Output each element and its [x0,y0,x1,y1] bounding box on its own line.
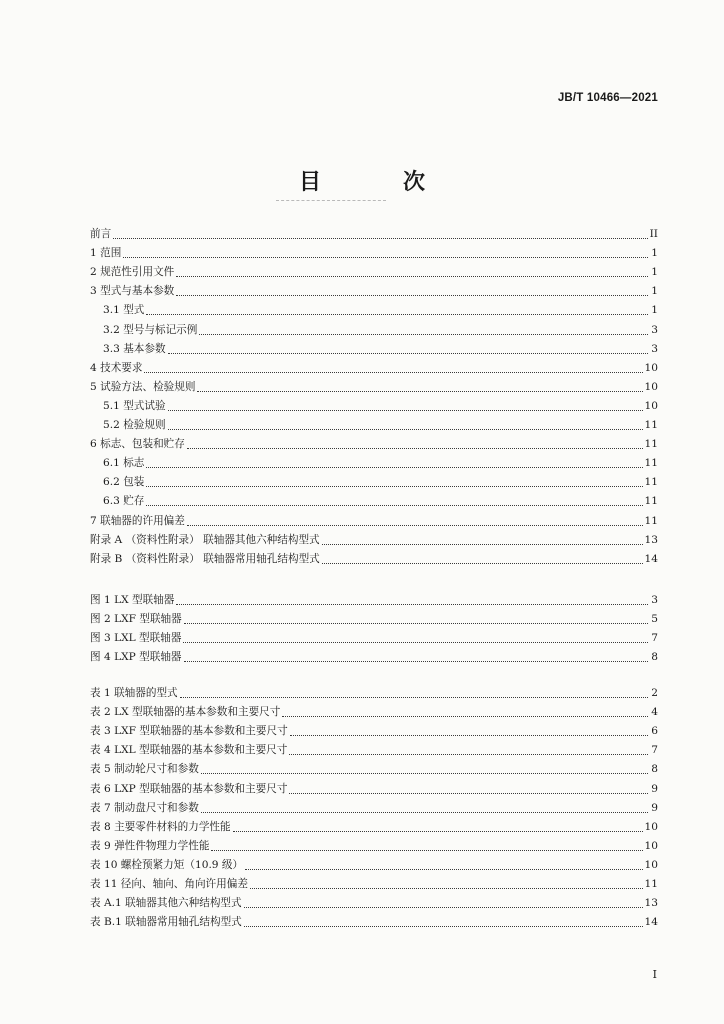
toc-entry[interactable] [90,432,658,451]
dot-leader [289,793,648,794]
toc-entry[interactable] [90,356,658,375]
dot-leader [146,314,648,315]
toc-entry-page-number: 11 [644,514,658,527]
toc-entry-label: 4 技术要求 [90,361,143,374]
toc-entry[interactable] [90,547,658,566]
toc-entry-label: 表 5 制动轮尺寸和参数 [90,763,199,776]
toc-entry-page-number: 11 [644,476,658,489]
toc-entry-label: 图 4 LXP 型联轴器 [90,651,182,664]
toc-entry-page-number: 10 [644,399,658,412]
table-list-entry[interactable] [90,681,658,700]
table-list-entry[interactable] [90,815,658,834]
dot-leader [184,623,648,624]
toc-entry-page-number: 7 [651,632,658,645]
toc-entry-page-number: 11 [644,438,658,451]
toc-entry[interactable] [90,222,658,241]
toc-entry[interactable] [90,470,658,489]
toc-entry[interactable] [90,413,658,432]
toc-entry-page-number: 8 [651,763,658,776]
toc-entry-page-number: 1 [651,247,658,260]
table-list-entry[interactable] [90,834,658,853]
dot-leader [146,467,642,468]
toc-entry-page-number: 2 [651,687,658,700]
toc-entry[interactable] [90,394,658,413]
toc-entry-label: 表 3 LXF 型联轴器的基本参数和主要尺寸 [90,725,288,738]
toc-entry-label: 5 试验方法、检验规则 [90,380,196,393]
toc-entry-page-number: 13 [644,533,658,546]
dot-leader [244,907,643,908]
toc-entry[interactable] [90,317,658,336]
toc-entry[interactable] [90,260,658,279]
toc-entry-label: 表 9 弹性件物理力学性能 [90,839,210,852]
toc-entry-label: 表 2 LX 型联轴器的基本参数和主要尺寸 [90,706,281,719]
toc-entry-label: 表 1 联轴器的型式 [90,687,178,700]
dot-leader [322,544,643,545]
dot-leader [144,372,642,373]
figure-list-entry[interactable] [90,626,658,645]
dot-leader [244,926,643,927]
toc-entry-label: 前言 [90,228,112,241]
toc-entry-label: 1 范围 [90,247,122,260]
toc-entry-label: 6.3 贮存 [103,495,145,508]
toc-entry-page-number: 8 [651,651,658,664]
toc-entry-page-number: 1 [651,304,658,317]
dot-leader [146,486,642,487]
table-list-entry[interactable] [90,910,658,929]
toc-entry-page-number: 11 [644,457,658,470]
dot-leader [176,604,648,605]
toc-tables [90,681,658,929]
toc-entry-label: 表 4 LXL 型联轴器的基本参数和主要尺寸 [90,744,288,757]
toc-entry-page-number: 10 [644,839,658,852]
toc-entry-label: 表 B.1 联轴器常用轴孔结构型式 [90,916,242,929]
figure-list-entry[interactable] [90,607,658,626]
toc-entry-label: 6.2 包装 [103,476,145,489]
page-folio: I [652,968,657,981]
figure-list-entry[interactable] [90,588,658,607]
dot-leader [233,831,643,832]
toc-entry-page-number: 3 [651,323,658,336]
toc-entry-label: 表 A.1 联轴器其他六种结构型式 [90,897,242,910]
table-list-entry[interactable] [90,796,658,815]
toc-entry[interactable] [90,375,658,394]
toc-entry[interactable] [90,528,658,547]
table-list-entry[interactable] [90,853,658,872]
toc-entry-label: 表 7 制动盘尺寸和参数 [90,801,199,814]
dot-leader [322,563,643,564]
dot-leader [168,353,648,354]
dot-leader [290,735,648,736]
table-list-entry[interactable] [90,738,658,757]
toc-entry[interactable] [90,298,658,317]
toc-chapters [90,222,658,566]
toc-entry-label: 2 规范性引用文件 [90,266,175,279]
toc-entry-label: 6 标志、包装和贮存 [90,438,185,451]
toc-entry-page-number: 7 [651,744,658,757]
toc-entry-page-number: 9 [651,782,658,795]
dot-leader [123,257,648,258]
dot-leader [113,238,647,239]
toc-entry-label: 7 联轴器的许用偏差 [90,514,185,527]
dot-leader [201,773,648,774]
figure-list-entry[interactable] [90,645,658,664]
toc-entry-label: 3.1 型式 [103,304,145,317]
toc-entry-label: 3.3 基本参数 [103,342,166,355]
toc-entry-label: 表 11 径向、轴向、角向许用偏差 [90,878,248,891]
toc-entry[interactable] [90,241,658,260]
dot-leader [176,295,648,296]
table-list-entry[interactable] [90,891,658,910]
toc-entry-label: 图 1 LX 型联轴器 [90,594,175,607]
dot-leader [289,754,648,755]
page-title: 目 次 [298,170,455,195]
toc-entry-page-number: 11 [644,419,658,432]
dot-leader [176,276,648,277]
toc-entry-label: 5.2 检验规则 [103,419,166,432]
dot-leader [168,429,643,430]
dot-leader [211,850,642,851]
table-list-entry[interactable] [90,719,658,738]
toc-entry-label: 3 型式与基本参数 [90,285,175,298]
toc-entry-label: 3.2 型号与标记示例 [103,323,198,336]
dot-leader [282,716,648,717]
dot-leader [201,812,648,813]
toc-entry[interactable] [90,279,658,298]
toc-entry-label: 图 3 LXL 型联轴器 [90,632,182,645]
toc-entry-page-number: II [649,228,658,241]
toc-entry[interactable] [90,451,658,470]
toc-entry-page-number: 3 [651,342,658,355]
toc-entry-page-number: 1 [651,266,658,279]
toc-entry-page-number: 14 [644,552,658,565]
toc-entry-page-number: 13 [644,897,658,910]
toc-entry-page-number: 14 [644,916,658,929]
table-list-entry[interactable] [90,872,658,891]
toc-entry[interactable] [90,489,658,508]
toc-entry-page-number: 6 [651,725,658,738]
toc-entry-page-number: 4 [651,706,658,719]
toc-entry-label: 附录 A （资料性附录） 联轴器其他六种结构型式 [90,533,320,546]
dot-leader [250,888,643,889]
toc-entry-page-number: 10 [644,380,658,393]
dot-leader [187,525,643,526]
toc-entry[interactable] [90,508,658,527]
toc-entry-page-number: 9 [651,801,658,814]
toc-entry-page-number: 10 [644,361,658,374]
toc-figures [90,588,658,664]
toc-entry-page-number: 11 [644,495,658,508]
dot-leader [197,391,642,392]
toc-entry-page-number: 5 [651,613,658,626]
table-list-entry[interactable] [90,700,658,719]
toc-entry-label: 附录 B （资料性附录） 联轴器常用轴孔结构型式 [90,552,320,565]
dot-leader [184,661,648,662]
toc-entry-page-number: 11 [644,878,658,891]
dot-leader [199,334,648,335]
toc-entry-page-number: 1 [651,285,658,298]
table-list-entry[interactable] [90,757,658,776]
dot-leader [168,410,643,411]
standard-number: JB/T 10466—2021 [557,92,658,104]
toc-entry-label: 图 2 LXF 型联轴器 [90,613,182,626]
title-underline [276,200,386,201]
dot-leader [245,869,642,870]
toc-entry-page-number: 10 [644,820,658,833]
toc-entry-page-number: 10 [644,858,658,871]
dot-leader [146,505,642,506]
toc-entry-label: 表 8 主要零件材料的力学性能 [90,820,231,833]
toc-entry-label: 6.1 标志 [103,457,145,470]
dot-leader [183,642,648,643]
dot-leader [187,448,643,449]
toc-entry-label: 表 10 螺栓预紧力矩（10.9 级） [90,858,244,871]
toc-entry-label: 5.1 型式试验 [103,399,166,412]
toc-entry-page-number: 3 [651,594,658,607]
table-list-entry[interactable] [90,776,658,795]
toc-entry-label: 表 6 LXP 型联轴器的基本参数和主要尺寸 [90,782,288,795]
dot-leader [180,697,648,698]
toc-entry[interactable] [90,337,658,356]
